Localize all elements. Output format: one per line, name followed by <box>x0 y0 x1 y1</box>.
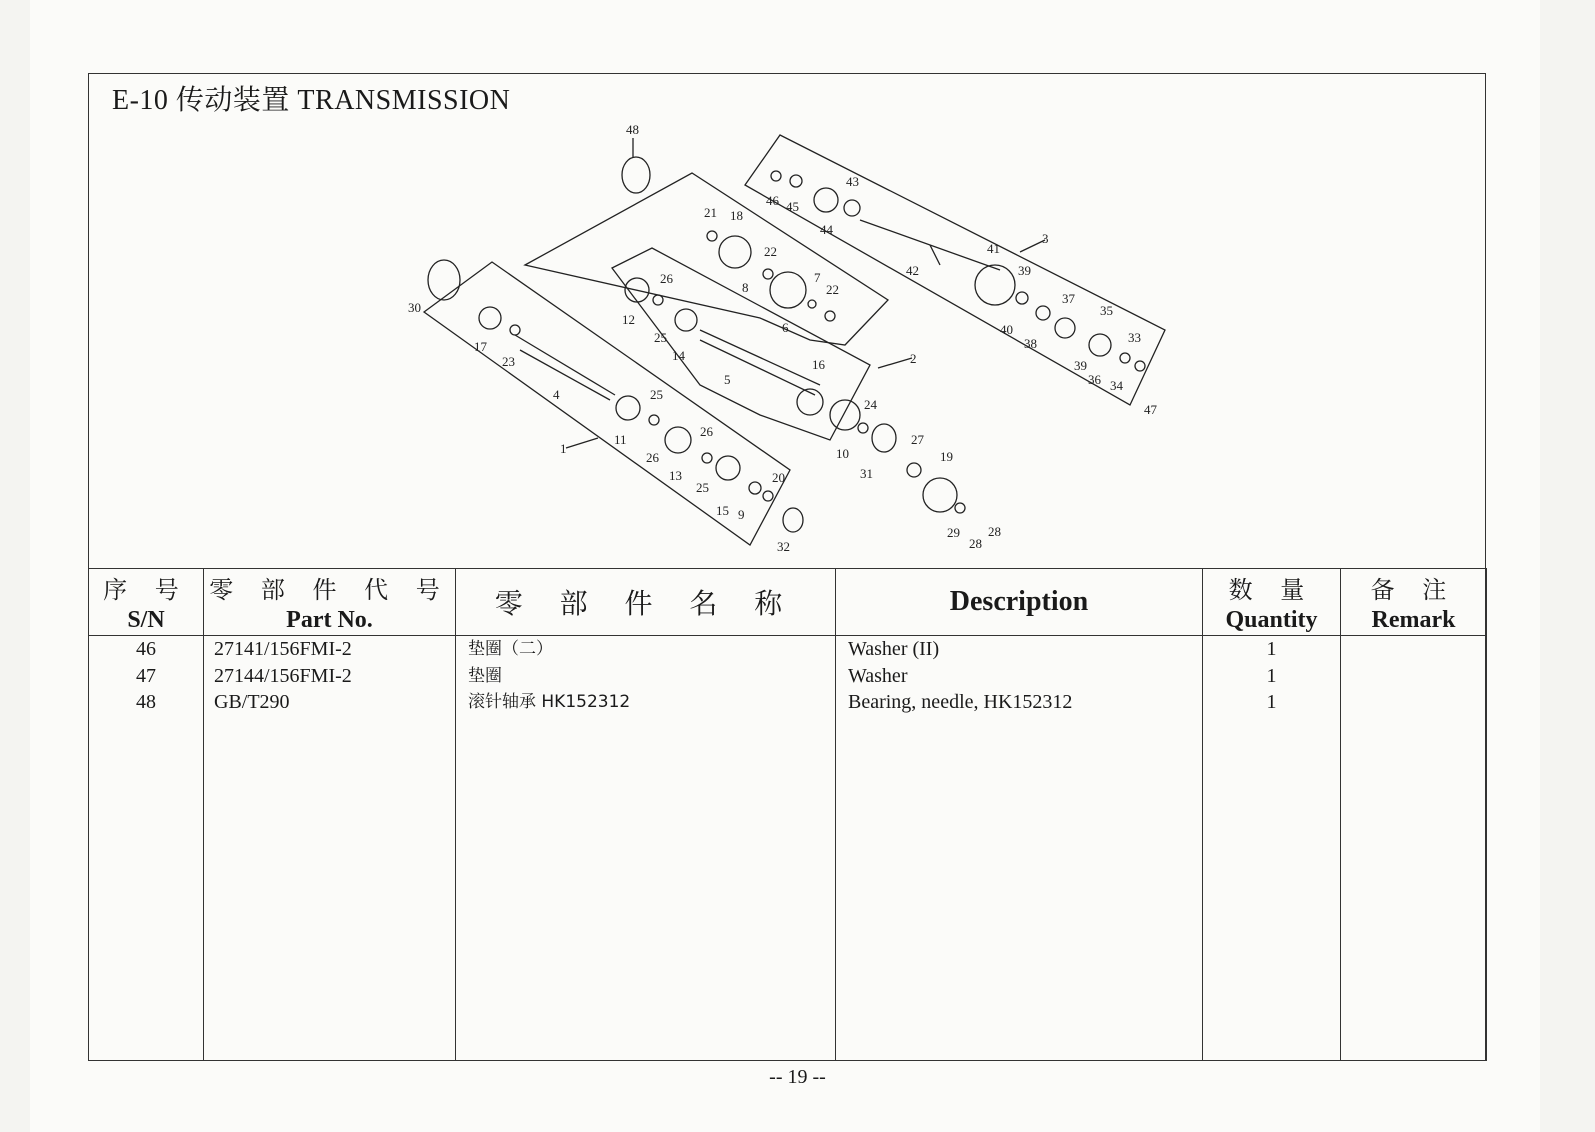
header-quantity: 数 量 Quantity <box>1203 569 1341 636</box>
callout: 2 <box>910 351 917 366</box>
callout: 9 <box>738 507 745 522</box>
group-box-1 <box>424 262 790 545</box>
callout: 26 <box>660 271 673 286</box>
column-sn <box>89 636 204 1061</box>
callout: 15 <box>716 503 729 518</box>
gear-13 <box>665 427 691 453</box>
callout: 29 <box>947 525 960 540</box>
gear-41 <box>975 265 1015 305</box>
callout: 25 <box>650 387 663 402</box>
part-37 <box>1055 318 1075 338</box>
cell-quantity: 1 <box>1266 664 1277 687</box>
callout: 40 <box>1000 322 1013 337</box>
callout: 25 <box>654 330 667 345</box>
cell-name-cn: 滚针轴承 HK152312 <box>468 692 631 712</box>
page-title: E-10 传动装置 TRANSMISSION <box>112 85 511 116</box>
gear-11 <box>616 396 640 420</box>
cell-remark <box>1341 663 1486 690</box>
column-name-cn <box>456 636 836 1061</box>
cell-quantity: 1 <box>1266 638 1277 660</box>
gear-44 <box>814 188 838 212</box>
callout: 18 <box>730 208 743 223</box>
callout: 47 <box>1144 402 1157 417</box>
table-body <box>89 636 1487 1061</box>
callout: 6 <box>782 320 789 335</box>
sprocket-19 <box>923 478 957 512</box>
callout: 23 <box>502 354 515 369</box>
callout: 46 <box>766 193 779 208</box>
shaft-2 <box>700 330 820 385</box>
gear-6 <box>770 272 806 308</box>
cell-part-no: GB/T290 <box>214 691 290 713</box>
header-description: Description <box>836 569 1203 636</box>
callout: 22 <box>826 282 839 297</box>
callout: 1 <box>560 441 567 456</box>
cell-description: Washer (II) <box>848 638 940 660</box>
callout: 27 <box>911 432 924 447</box>
cell-remark <box>1341 636 1486 663</box>
callout: 16 <box>812 357 825 372</box>
callout: 34 <box>1110 378 1123 393</box>
header-remark: 备 注 Remark <box>1341 569 1487 636</box>
group-box-3 <box>745 135 1165 405</box>
shaft-1 <box>515 335 615 395</box>
cell-sn: 48 <box>136 691 156 713</box>
callout: 19 <box>940 449 953 464</box>
bearing-31 <box>872 424 896 452</box>
cell-description: Washer <box>848 664 908 687</box>
callout: 42 <box>906 263 919 278</box>
callout: 26 <box>646 450 659 465</box>
gear-17 <box>479 307 501 329</box>
cell-sn: 47 <box>136 664 156 687</box>
callout: 30 <box>408 300 421 315</box>
cell-remark <box>1341 689 1486 716</box>
cell-quantity: 1 <box>1266 691 1277 713</box>
gear-15 <box>716 456 740 480</box>
callout: 21 <box>704 205 717 220</box>
callout: 25 <box>696 480 709 495</box>
bearing-30 <box>428 260 460 300</box>
callout: 33 <box>1128 330 1141 345</box>
header-name-cn: 零 部 件 名 称 <box>456 569 836 636</box>
callout: 31 <box>860 466 873 481</box>
callout: 39 <box>1074 358 1087 373</box>
page-number: -- 19 -- <box>769 1066 826 1088</box>
column-remark <box>1341 636 1487 1061</box>
callout: 38 <box>1024 336 1037 351</box>
cell-name-cn: 垫圈（二） <box>468 639 553 659</box>
header-part-no: 零 部 件 代 号 Part No. <box>204 569 456 636</box>
callout: 28 <box>969 536 982 551</box>
callout: 26 <box>700 424 713 439</box>
header-sn: 序 号 S/N <box>89 569 204 636</box>
callout: 17 <box>474 339 487 354</box>
parts-table <box>88 568 1487 1061</box>
table-header-row <box>89 569 1487 636</box>
callout: 12 <box>622 312 635 327</box>
callout: 36 <box>1088 372 1101 387</box>
column-quantity <box>1203 636 1341 1061</box>
callout: 45 <box>786 199 799 214</box>
callout: 8 <box>742 280 749 295</box>
group-box-2-inner <box>612 248 870 440</box>
callout: 43 <box>846 174 859 189</box>
callout: 39 <box>1018 263 1031 278</box>
callout: 3 <box>1042 231 1049 246</box>
column-part-no <box>204 636 456 1061</box>
cell-part-no: 27144/156FMI-2 <box>214 664 352 687</box>
callout: 13 <box>669 468 682 483</box>
callout: 35 <box>1100 303 1113 318</box>
gear-10 <box>830 400 860 430</box>
callout: 28 <box>988 524 1001 539</box>
callout: 37 <box>1062 291 1075 306</box>
callout: 4 <box>553 387 560 402</box>
callout: 10 <box>836 446 849 461</box>
callout: 44 <box>820 222 833 237</box>
callout: 14 <box>672 348 685 363</box>
cell-description: Bearing, needle, HK152312 <box>848 691 1073 713</box>
callout: 11 <box>614 432 627 447</box>
callout: 7 <box>814 270 821 285</box>
callout: 5 <box>724 372 731 387</box>
column-description <box>836 636 1203 1061</box>
callout: 22 <box>764 244 777 259</box>
callout: 41 <box>987 241 1000 256</box>
exploded-diagram <box>89 110 1485 568</box>
gear-18 <box>719 236 751 268</box>
callout: 48 <box>626 122 639 137</box>
transmission-exploded-view <box>89 110 1485 568</box>
callout: 24 <box>864 397 877 412</box>
cell-name-cn: 垫圈 <box>468 665 502 686</box>
callout: 20 <box>772 470 785 485</box>
callout: 32 <box>777 539 790 554</box>
cell-sn: 46 <box>136 638 156 660</box>
bearing-32 <box>783 508 803 532</box>
bearing-48 <box>622 157 650 193</box>
gear-14 <box>675 309 697 331</box>
part-35 <box>1089 334 1111 356</box>
cell-part-no: 27141/156FMI-2 <box>214 638 352 660</box>
